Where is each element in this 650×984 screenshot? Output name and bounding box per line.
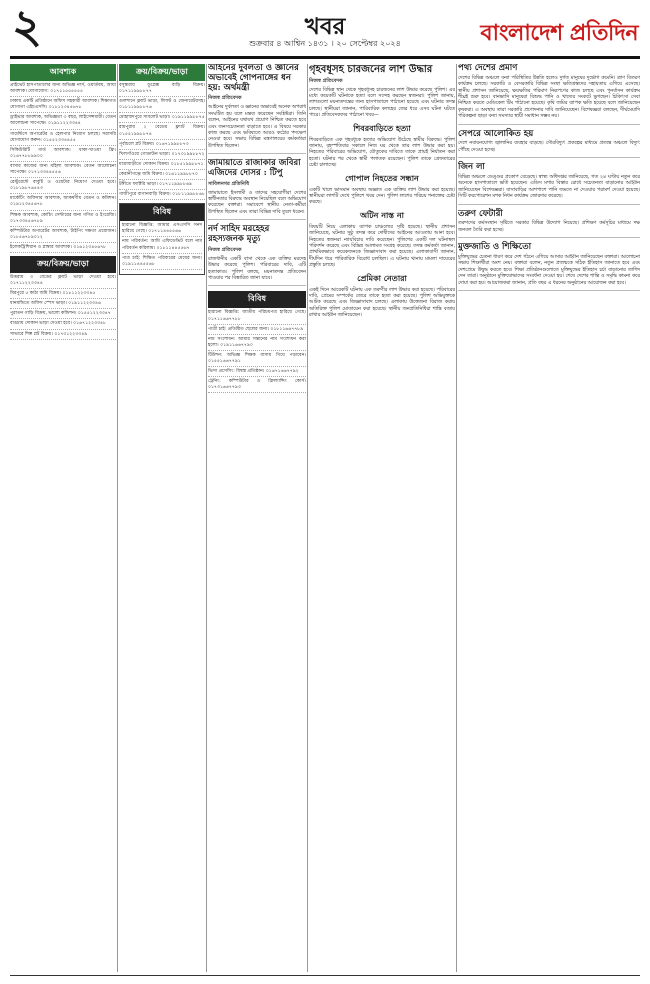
classified-ad: পাত্র চাই: শিক্ষিত পরিবারের মেয়ের জন্য। ০১৯১১৪৪৫৫৬৮: [122, 256, 202, 270]
classified-ad: ইলেকট্রিশিয়ান ও প্লাম্বার আবশ্যক। ০১৬১২৩৪৫৬৭৮: [10, 245, 116, 253]
news-story: [208, 64, 306, 154]
classified-ad: উত্তরায় ৩ বেডের ফ্ল্যাট ভাড়া দেওয়া হবে। ০১৭১১২২৩৩৪৪: [10, 275, 116, 289]
classified-ad: রামপুরায় ২ বেডের ফ্ল্যাট বিক্রয়। ০১৫৫১৯৯৮৮৭৪: [119, 125, 205, 139]
story-body: তরুণদের কর্মসংস্থান সৃষ্টিতে সরকার বিভিন্ন উদ্যোগ নিয়েছে। প্রশিক্ষণ কর্মসূচির মাধ্যমে দক্ষ জনবল তৈরি করা হচ্ছে।: [458, 221, 640, 233]
classified-list: [10, 83, 116, 253]
classified-ad: কম্পিউটার অপারেটর আবশ্যক, টাইপিং দক্ষতা প্রয়োজন। ০১৮৫৬৭৮৯০১২: [10, 229, 116, 243]
news-story: [458, 130, 640, 159]
classified-ad: নাম পরিবর্তন: আমি এফিডেভিট বলে নাম পরিবর্তন করিলাম। ০১৮১১৪৪৫৫৬৭: [122, 239, 202, 253]
classified-ad: বসুন্ধরায় ডুপ্লেক্স বাড়ি বিক্রয়। ০১৭১১৯৯৮৮৭৭: [119, 83, 205, 97]
news-story: [458, 163, 640, 204]
classified-ad: পাত্রী চাই: প্রতিষ্ঠিত ছেলের জন্য। ০১৮১১৬৬৭৭৮৯: [208, 327, 306, 335]
classified-ad: খিলগাঁওয়ে গোডাউন ভাড়া। ০১৭৩১৯৯৮৮৭২: [119, 152, 205, 160]
notice-box: [119, 203, 205, 275]
classified-ad: রেস্টুরেন্টে বাবুর্চি ও ওয়েটার নিয়োগ দেওয়া হবে। ০১৮১৯৮৭৬৫৪৩: [10, 180, 116, 194]
story-headline: মুক্তজাতি ও শিক্ষিতো: [458, 242, 532, 253]
lead-story: [309, 64, 455, 320]
story-headline: তরুণ ফেটারী: [458, 208, 503, 219]
classified-list: [122, 223, 202, 270]
classified-section-header: আবশ্যক: [10, 64, 116, 81]
classified-ad: ধানমন্ডিতে অফিস স্পেস ভাড়া। ০১৯১১২২৩৩৪৬: [10, 301, 116, 309]
classified-ad: পুরাতন গাড়ি বিক্রয়, ভালো কন্ডিশন। ০১৫৫১২২৩৩৪৭: [10, 311, 116, 319]
story-headline: নর্দ সাহিদ মরহেহর রহস্যজনক মৃত্যু: [208, 224, 270, 245]
column-divider: [206, 64, 207, 972]
classified-ad: শিক্ষক আবশ্যক, কোচিং সেন্টারের জন্য গণিত ও ইংরেজি। ০১৭৩৩৪৫৬৭৮৯: [10, 213, 116, 227]
story-headline: পথ্য দেশের প্রমাণ: [458, 64, 518, 73]
story-headline: জামায়াতে রাজাকার জবিরা এজিদের দোসর : টিপু: [208, 158, 301, 178]
classified-ad: ঢাকায় একটি প্রতিষ্ঠানে অফিস সহকারী আবশ্যক। শিক্ষাগত যোগ্যতা এইচএসসি। ০১৮১২৩৪৫৬৭৮: [10, 99, 116, 113]
story-body: আইনের দুর্বলতা ও জ্ঞানের অভাবেই অনেক অপরাধ সংঘটিত হয় বলে মন্তব্য করেছেন সংশ্লিষ্টরা। তিনি বলেন, আইনের যথাযথ প্রয়োগ নিশ্চিত করতে হবে এবং জনসচেতনতা বাড়াতে হবে। এ বিষয়ে সরকার কাজ করছে এবং ভবিষ্যতে আরও কঠোর পদক্ষেপ নেওয়া হবে। সভায় বিভিন্ন মন্ত্রণালয়ের কর্মকর্তারা উপস্থিত ছিলেন।: [208, 105, 306, 149]
story-body: রাজধানীর একটি বাসা থেকে এক ব্যক্তির মরদেহ উদ্ধার করেছে পুলিশ। পরিবারের দাবি, এটি হত্যাকাণ্ড। পুলিশ বলছে, ময়নাতদন্ত প্রতিবেদন পাওয়ার পর বিস্তারিত জানা যাবে।: [208, 256, 306, 282]
story-subheading: অটিন নাস্ত না: [360, 209, 404, 220]
classified-ad: গুলশানে ফ্ল্যাট ভাড়া, লিফট ও জেনারেটরসহ। ০১৮১১৯৯৮৮৭৬: [119, 99, 205, 113]
classified-ad: হারানো বিজ্ঞপ্তি: আমার এসএসসি সনদ হারিয়ে গেছে। ০১৭১১৪৪৫৫৬৬: [122, 223, 202, 237]
classified-ad: গাজীপুরে বাগানবাড়ি বিক্রয়। ০১৮১১৯৯৮৮৬৮: [119, 192, 205, 200]
classified-ad: সাভারে শিল্প প্লট বিক্রয়। ০১৭৩১২২৩৩৪৯: [10, 332, 116, 340]
classified-ad: গার্মেন্টসে অপারেটর ও হেলপার নিয়োগ চলছে। সরাসরি যোগাযোগ করুন। ০১৫৫২৩৩৪৪৫৫: [10, 132, 116, 146]
story-byline: নিজস্ব প্রতিবেদক: [208, 95, 242, 102]
story-headline: সেপরে আলোকিত হয়: [458, 128, 534, 139]
classifieds-column-a: [10, 64, 116, 972]
classified-section-header: বিবিধ: [208, 291, 306, 308]
news-column-e: [458, 64, 640, 972]
column-divider: [117, 64, 118, 972]
classified-ad: প্রাইভেট হাসপাতালের জন্য অভিজ্ঞ নার্স, ওয়ার্ডবয়, আয়া আবশ্যক। যোগাযোগ: ০১৭১১৫৫৫৫৫৫: [10, 83, 116, 97]
story-subheading: প্রেমিকা নেতারা: [357, 272, 407, 283]
story-subheading: গোপাল নিহতের সন্ধান: [345, 172, 419, 183]
column-divider: [307, 64, 308, 972]
footer-rule: [10, 975, 640, 976]
story-body: মুক্তিযুদ্ধের চেতনা ধারণ করে দেশ গঠনে এগিয়ে আসার আহ্বান জানিয়েছেন বক্তারা। আলোচনা সভায় শিক্ষার্থীরা অংশ নেয়। বক্তারা বলেন, নতুন প্রজন্মকে সঠিক ইতিহাস জানাতে হবে এবং দেশপ্রেমে উদ্বুদ্ধ করতে হবে। শিক্ষা প্রতিষ্ঠানগুলোতে মুক্তিযুদ্ধের ইতিহাস চর্চা বাড়ানোর তাগিদ দেন তারা। অনুষ্ঠানে মুক্তিযোদ্ধাদের সংবর্ধনা দেওয়া হয়। শেষে দেশের শান্তি ও সমৃদ্ধি কামনা করে দোয়া করা হয়। আয়োজকরা জানান, প্রতি বছর এ ধরনের অনুষ্ঠানের আয়োজন করা হবে।: [458, 254, 640, 286]
story-subheading: শিবরবাড়িতে হত্যা: [353, 122, 411, 133]
classified-ad: বাসার কাজের জন্য মহিলা আবশ্যক। বেতন আলোচনা সাপেক্ষে। ০১৭১৩৩৪৪৫৫৬: [10, 164, 116, 178]
classifieds-column-b: [119, 64, 205, 972]
classified-section-header: ক্রয়/বিক্রয়/ভাড়া: [119, 64, 205, 81]
classified-list: [10, 275, 116, 340]
news-story: [458, 210, 640, 239]
classified-ad: নাম সংশোধন: আমার সন্তানের নাম সংশোধন করা হলো। ০১৯১১৬৬৭৭৯০: [208, 337, 306, 351]
story-body: শিবরবাড়িতে এক গৃহবধূকে হত্যার অভিযোগ উঠেছে স্বামীর বিরুদ্ধে। পুলিশ জানায়, বৃহস্পতিবার সকালে নিজ ঘর থেকে তার লাশ উদ্ধার করা হয়। নিহতের পরিবারের অভিযোগ, যৌতুকের দাবিতে তাকে প্রায়ই নির্যাতন করা হতো। ঘটনার পর থেকে স্বামী পলাতক রয়েছেন। পুলিশ তাকে গ্রেফতারের চেষ্টা চালাচ্ছে।: [309, 137, 455, 169]
classified-list: [208, 310, 306, 393]
classified-ad: ড্রাইভার আবশ্যক, অভিজ্ঞতা ৩ বছর, লাইসেন্সধারী। বেতন আলোচনা সাপেক্ষে। ০১৯১১২২৩৩৪৪: [10, 115, 116, 129]
classified-ad: মিরপুরে ৫ কাঠা জমি বিক্রয়। ০১৮১১২২৩৩৪৫: [10, 291, 116, 299]
story-body: বিষয়টি নিয়ে এলাকায় ব্যাপক চাঞ্চল্যের সৃষ্টি হয়েছে। স্থানীয় প্রশাসন জানিয়েছে, ঘটনার সুষ্ঠু তদন্ত করে দোষীদের আইনের আওতায় আনা হবে। নিহতের স্বজনরা ন্যায়বিচার দাবি করেছেন। পুলিশের একটি দল ঘটনাস্থল পরিদর্শন করেছে এবং বিভিন্ন আলামত সংগ্রহ করেছে। তদন্ত কর্মকর্তা জানান, প্রাথমিকভাবে কয়েকজনকে জিজ্ঞাসাবাদ করা হয়েছে। এলাকাবাসী জানান, দীর্ঘদিন ধরে পারিবারিক বিরোধ চলছিল। এ ঘটনায় থানায় মামলা দায়েরের প্রস্তুতি চলছে।: [309, 224, 455, 269]
news-column-c: [208, 64, 306, 972]
story-byline: নিজস্ব প্রতিবেদক: [309, 77, 343, 84]
story-headline: জিন লা: [458, 162, 485, 173]
section-title: খবর: [304, 13, 346, 40]
classified-ad: হারানো বিজ্ঞপ্তি: জাতীয় পরিচয়পত্র হারিয়ে গেছে। ০১৭১১৬৬৭৭৮৮: [208, 310, 306, 324]
story-body: জামায়াতে ইসলামী ও তাদের সহযোগীরা দেশের স্বাধীনতার বিরুদ্ধে অবস্থান নিয়েছিল বলে অভিযোগ করেছেন বক্তারা। সমাবেশে স্থানীয় নেতা-কর্মীরা উপস্থিত ছিলেন এবং তারা বিভিন্ন দাবি তুলে ধরেন।: [208, 190, 306, 215]
story-headline: আইনের দুর্বলতা ও জ্ঞানের অভাবেই গোপনাঙ্গের ধন হয়: অর্থমন্ত্রী: [208, 64, 299, 93]
newspaper-logo: বাংলাদেশ প্রতিদিন: [480, 20, 638, 46]
story-body: একই দিনে আরেকটি ঘটনায় এক তরুণীর লাশ উদ্ধার করা হয়েছে। পরিবারের দাবি, প্রেমের সম্পর্কের জেরে তাকে হত্যা করা হয়েছে। পুলিশ অভিযুক্তকে আটক করেছে এবং জিজ্ঞাসাবাদ চলছে। এলাকায় উত্তেজনা বিরাজ করায় অতিরিক্ত পুলিশ মোতায়েন করা হয়েছে। স্থানীয় জনপ্রতিনিধিরা শান্তি বজায় রাখার আহ্বান জানিয়েছেন।: [309, 287, 455, 319]
classified-ad: ভিসা প্রসেসিং: বিশ্বস্ত প্রতিষ্ঠান। ০১৬৭১৬৬৭৭৯২: [208, 369, 306, 377]
classified-ad: কেরানীগঞ্জে জমি বিক্রয়। ০১৬১১৯৯৮৮৭০: [119, 172, 205, 180]
story-body: দেশে নবায়নযোগ্য জ্বালানির ব্যবহার বাড়ছে। সৌরবিদ্যুৎ প্রকল্পের মাধ্যমে প্রত্যন্ত অঞ্চলে বিদ্যুৎ পৌঁছে দেওয়া হচ্ছে।: [458, 141, 640, 153]
news-story: [208, 225, 306, 286]
news-story: [208, 159, 306, 220]
lead-headline: গৃহবধূসহ চারজনের লাশ উদ্ধার: [309, 64, 433, 75]
story-body: বিভিন্ন অঞ্চলে ডেঙ্গুর প্রকোপ বেড়েছে। স্বাস্থ্য অধিদপ্তর জানিয়েছে, গত ২৪ ঘণ্টায় নতুন করে অনেকে হাসপাতালে ভর্তি হয়েছেন। এডিস মশার বিস্তার রোধে সচেতনতা বাড়ানোর আহ্বান জানিয়েছেন বিশেষজ্ঞরা। বাসাবাড়ির আশপাশে পানি জমতে না দেওয়ার পরামর্শ দেওয়া হয়েছে। সিটি করপোরেশন মশক নিধন কার্যক্রম জোরদার করেছে।: [458, 174, 640, 200]
classified-ad: ট্রেনিং: কম্পিউটার ও ফ্রিল্যান্সিং কোর্স। ০১৭৩১৬৬৭৭৯৩: [208, 379, 306, 393]
story-byline: নিজস্ব প্রতিবেদক: [208, 246, 242, 253]
news-story: [458, 243, 640, 291]
classified-section-header: বিবিধ: [120, 204, 204, 221]
story-body: দেশের বিভিন্ন স্থান থেকে গৃহবধূসহ চারজনের লাশ উদ্ধার করেছে পুলিশ। এর মধ্যে কয়েকটি ঘটনাকে হত্যা বলে সন্দেহ করছেন স্বজনরা। পুলিশ জানায়, লাশগুলো ময়নাতদন্তের জন্য হাসপাতালে পাঠানো হয়েছে এবং ঘটনার তদন্ত চলছে। স্থানীয়রা জানান, পারিবারিক কলহের জের ধরে এসব ঘটনা ঘটতে পারে। প্রতিবেদকদের পাঠানো খবর—: [309, 87, 455, 119]
classified-ad: সিকিউরিটি গার্ড আবশ্যক। থাকা-খাওয়া ফ্রি। ০১৬৭৭৮৮৯৯০০: [10, 148, 116, 162]
classified-ad: টিউশন: অভিজ্ঞ শিক্ষক বাসায় গিয়ে পড়াবেন। ০১৫৫১৬৬৭৭৯১: [208, 353, 306, 367]
column-divider: [456, 64, 457, 972]
news-story: [458, 64, 640, 125]
classified-ad: মোহাম্মদপুরে সাবলেট ভাড়া। ০১৯১১৯৯৮৮৭৫: [119, 115, 205, 123]
classified-ad: মার্কেটিং অফিসার আবশ্যক, আকর্ষণীয় বেতন ও কমিশন। ০১৯১২৩৪৫৬৭৮: [10, 196, 116, 210]
classified-list: [119, 83, 205, 200]
classified-ad: পূর্বাচলে প্লট বিক্রয়। ০১৬৭১৯৯৮৮৭৩: [119, 142, 205, 150]
story-byline: সাবিলনগর প্রতিনিধি: [208, 180, 250, 187]
page-number: ২: [12, 0, 42, 53]
classified-section-header: ক্রয়/বিক্রয়/ভাড়া: [10, 256, 116, 273]
masthead: [0, 0, 650, 62]
story-body: একটি খালে ভাসমান অবস্থায় অজ্ঞাত এক ব্যক্তির লাশ উদ্ধার করা হয়েছে। স্থানীয়রা লাশটি দেখে পুলিশে খবর দেন। পুলিশ লাশের পরিচয় শনাক্তের চেষ্টা করছে।: [309, 187, 455, 206]
lead-story-column: [309, 64, 455, 320]
date-line: শুক্রবার ৪ আশ্বিন ১৪৩১ । ২০ সেপ্টেম্বর ২০২৪: [249, 39, 401, 48]
story-body: দেশের বিভিন্ন অঞ্চলে বন্যা পরিস্থিতির উন্নতি হলেও দুর্গত মানুষের দুর্ভোগ কমেনি। ত্রাণ বিতরণ কার্যক্রম চলছে। সরকারি ও বেসরকারি বিভিন্ন সংস্থা ক্ষতিগ্রস্তদের সহায়তায় এগিয়ে এসেছে। স্থানীয় প্রশাসন জানিয়েছে, ক্ষয়ক্ষতির পরিমাণ নিরূপণের কাজ চলছে এবং পুনর্বাসন কার্যক্রম শীঘ্রই শুরু হবে। বানভাসি মানুষেরা বিশুদ্ধ পানি ও খাদ্যের সংকটে ভুগছেন। চিকিৎসা সেবা নিশ্চিত করতে মেডিকেল টিম পাঠানো হয়েছে। কৃষি জমির ব্যাপক ক্ষতি হয়েছে বলে জানিয়েছেন কৃষকরা। এ অবস্থায় তারা সরকারি প্রণোদনার দাবি জানিয়েছেন। বিশেষজ্ঞরা বলছেন, দীর্ঘমেয়াদি পরিকল্পনা ছাড়া বন্যা সমস্যার স্থায়ী সমাধান সম্ভব নয়।: [458, 75, 640, 120]
classified-ad: টঙ্গীতে ফ্যাক্টরি ভাড়া। ০১৭১১৯৯৮৮৬৯: [119, 182, 205, 190]
classified-ad: যাত্রাবাড়ীতে দোকান বিক্রয়। ০১৮৫১৯৯৮৮৭১: [119, 162, 205, 170]
masthead-rule: [10, 56, 640, 59]
classified-ad: বাড্ডায় দোকান ভাড়া দেওয়া হবে। ০১৬৭১২২৩৩৪৮: [10, 321, 116, 329]
